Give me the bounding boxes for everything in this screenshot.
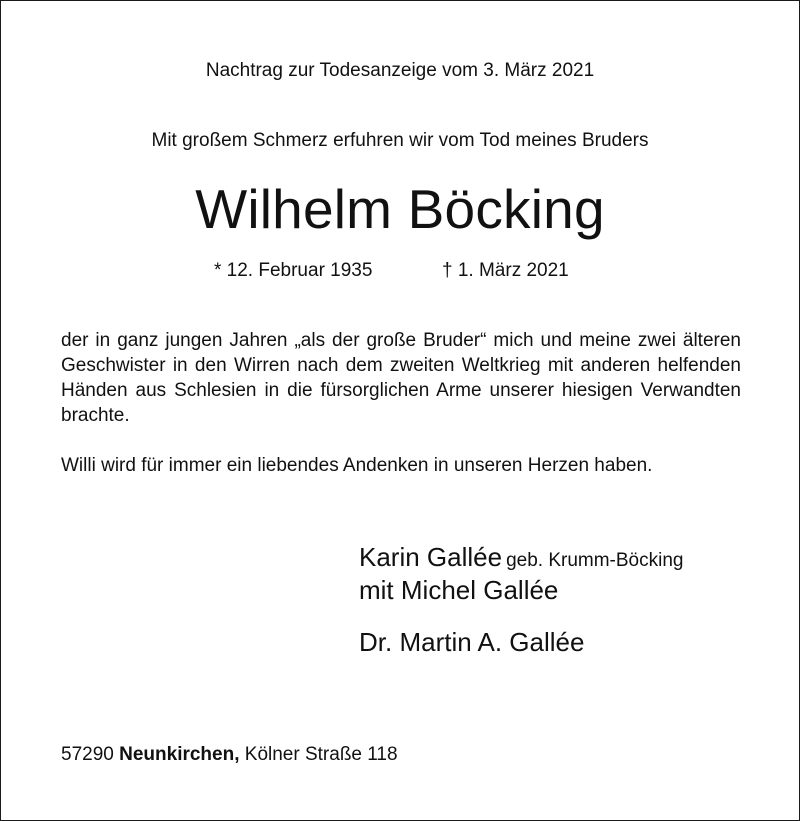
birth-date: * 12. Februar 1935 [214,260,373,281]
address-line [61,744,398,766]
death-date: † 1. März 2021 [442,260,569,281]
maiden-name-note: geb. Krumm-Böcking [506,550,684,571]
closing-sentence: Willi wird für immer ein liebendes Andenken in unseren Herzen haben. [61,455,653,476]
signature-name: Karin Gallée [359,542,503,572]
deceased-name: Wilhelm Böcking [195,178,605,240]
memorial-paragraph: der in ganz jungen Jahren „als der große Bruder“ mich und meine zwei älteren Geschwister in den Wirren nach dem zweiten Weltkrieg mit anderen helfenden Händen aus Schlesien in die fürsorglichen Arme unserer hiesigen Verwandten brachte. [61,330,741,426]
supplement-notice: Nachtrag zur Todesanzeige vom 3. März 2021 [205,60,595,81]
address-street: Kölner Straße 118 [244,744,398,765]
signature-martin: Dr. Martin A. Gallée [359,627,585,657]
address-city: Neunkirchen, [119,744,240,765]
intro-line: Mit großem Schmerz erfuhren wir vom Tod meines Bruders [151,130,649,151]
address-zip: 57290 [61,744,114,765]
signature-michel: mit Michel Gallée [359,575,559,605]
signature-karin [359,542,683,573]
